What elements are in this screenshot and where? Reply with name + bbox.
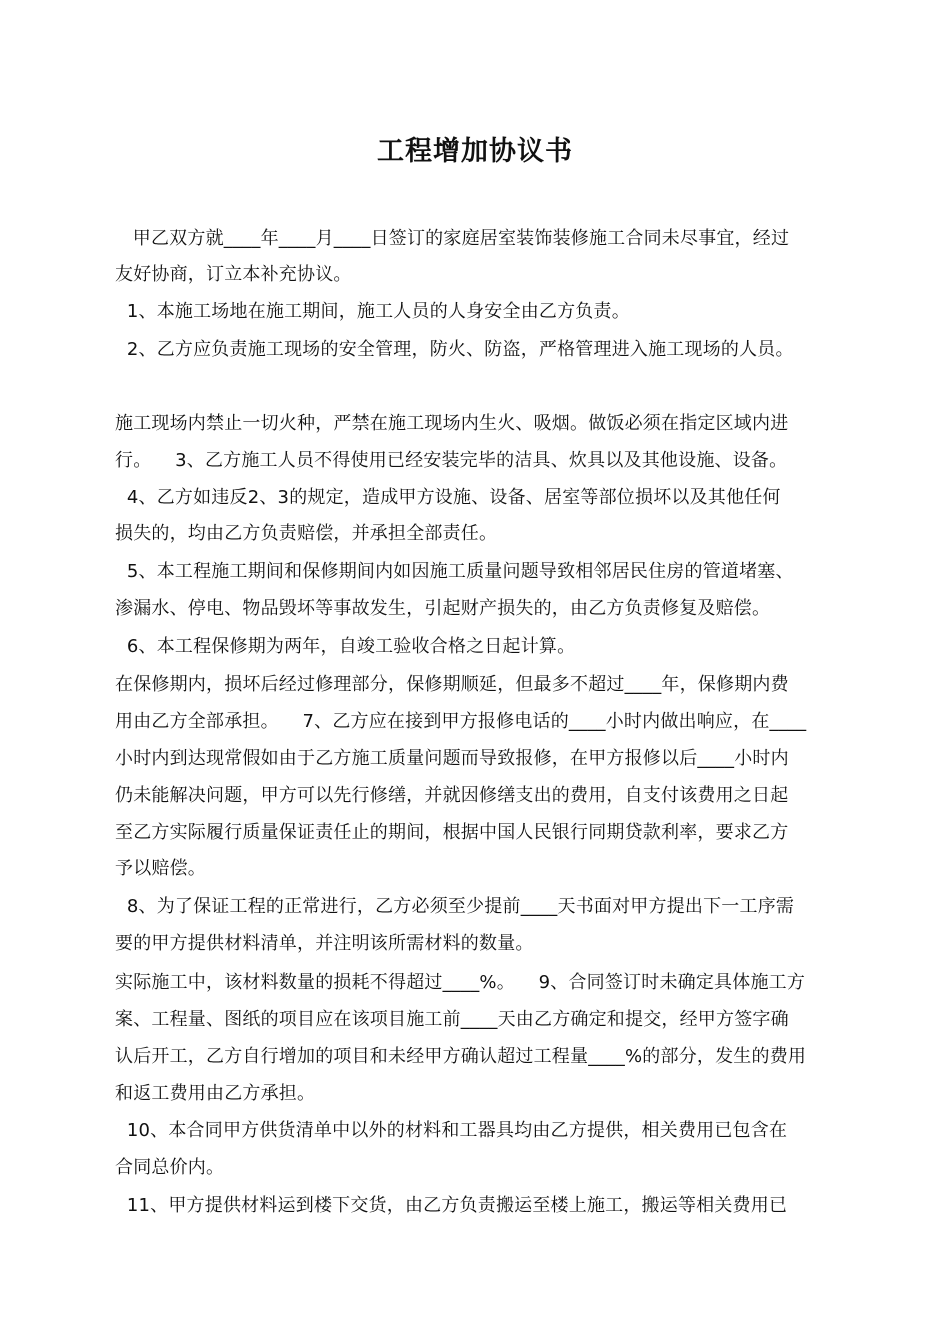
paragraph-line: 小时内到达现常假如由于乙方施工质量问题而导致报修，在甲方报修以后____小时内 — [115, 748, 789, 769]
paragraph-line: 甲乙双方就____年____月____日签订的家庭居室装饰装修施工合同未尽事宜，经过 — [115, 228, 790, 249]
paragraph-line: 渗漏水、停电、物品毁坏等事故发生，引起财产损失的，由乙方负责修复及赔偿。 — [115, 598, 771, 619]
paragraph-line: 4、乙方如违反2、3的规定，造成甲方设施、设备、居室等部位损坏以及其他任何 — [115, 487, 781, 508]
paragraph-line: 合同总价内。 — [115, 1157, 225, 1178]
document-title: 工程增加协议书 — [377, 136, 573, 167]
paragraph-line: 行。 3、乙方施工人员不得使用已经安装完毕的洁具、炊具以及其他设施、设备。 — [115, 450, 788, 471]
paragraph-line: 1、本施工场地在施工期间，施工人员的人身安全由乙方负责。 — [115, 301, 630, 322]
paragraph-line: 10、本合同甲方供货清单中以外的材料和工器具均由乙方提供，相关费用已包含在 — [115, 1120, 788, 1141]
paragraph-line: 实际施工中，该材料数量的损耗不得超过____%。 9、合同签订时未确定具体施工方 — [115, 972, 806, 993]
paragraph-line: 损失的，均由乙方负责赔偿，并承担全部责任。 — [115, 523, 498, 544]
paragraph-line: 案、工程量、图纸的项目应在该项目施工前____天由乙方确定和提交，经甲方签字确 — [115, 1009, 789, 1030]
paragraph-line: 予以赔偿。 — [115, 858, 206, 879]
paragraph-line: 11、甲方提供材料运到楼下交货，由乙方负责搬运至楼上施工，搬运等相关费用已 — [115, 1195, 788, 1216]
paragraph-line: 仍未能解决问题，甲方可以先行修缮，并就因修缮支出的费用，自支付该费用之日起 — [115, 785, 789, 806]
paragraph-line: 认后开工，乙方自行增加的项目和未经甲方确认超过工程量____%的部分，发生的费用 — [115, 1046, 807, 1067]
paragraph-line: 至乙方实际履行质量保证责任止的期间，根据中国人民银行同期贷款利率，要求乙方 — [115, 822, 789, 843]
paragraph-line: 要的甲方提供材料清单，并注明该所需材料的数量。 — [115, 933, 534, 954]
paragraph-line: 6、本工程保修期为两年，自竣工验收合格之日起计算。 — [115, 636, 576, 657]
paragraph-line: 5、本工程施工期间和保修期间内如因施工质量问题导致相邻居民住房的管道堵塞、 — [115, 561, 794, 582]
paragraph-line: 施工现场内禁止一切火种，严禁在施工现场内生火、吸烟。做饭必须在指定区域内进 — [115, 413, 789, 434]
paragraph-line: 2、乙方应负责施工现场的安全管理，防火、防盗，严格管理进入施工现场的人员。 — [115, 339, 794, 360]
paragraph-line: 用由乙方全部承担。 7、乙方应在接到甲方报修电话的____小时内做出响应，在____ — [115, 711, 807, 732]
paragraph-line: 8、为了保证工程的正常进行，乙方必须至少提前____天书面对甲方提出下一工序需 — [115, 896, 795, 917]
paragraph-line: 在保修期内，损坏后经过修理部分，保修期顺延，但最多不超过____年，保修期内费 — [115, 674, 789, 695]
paragraph-line: 友好协商，订立本补充协议。 — [115, 264, 352, 285]
paragraph-line: 和返工费用由乙方承担。 — [115, 1083, 316, 1104]
